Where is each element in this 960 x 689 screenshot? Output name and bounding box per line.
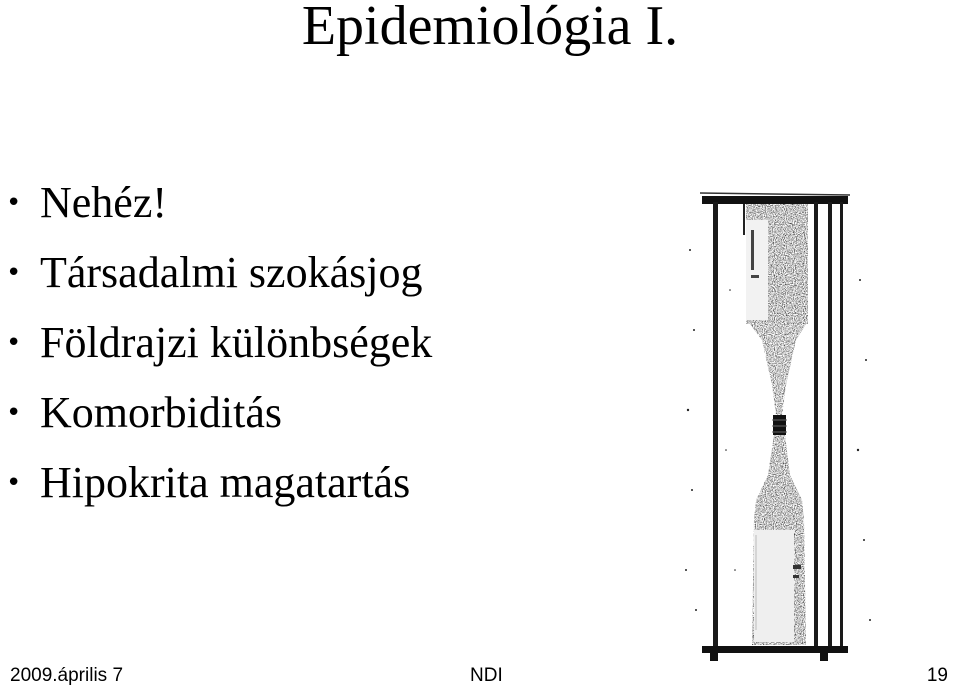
- page-number: 19: [926, 665, 948, 686]
- bullet-item: [0, 246, 432, 316]
- bullet-item: [0, 386, 432, 456]
- bullet-dot-icon: •: [6, 258, 22, 288]
- bullet-dot-icon: •: [6, 398, 22, 428]
- bullet-item: [0, 316, 432, 386]
- bullet-list: [0, 176, 432, 526]
- bullet-text: Nehéz!: [40, 178, 168, 227]
- slide-title: Epidemiológia I.: [301, 0, 679, 57]
- bullet-text: Hipokrita magatartás: [40, 458, 411, 507]
- bullet-dot-icon: •: [6, 188, 22, 218]
- bullet-text: Társadalmi szokásjog: [40, 248, 423, 297]
- bullet-text: Komorbiditás: [40, 388, 282, 437]
- bullet-item: [0, 176, 432, 246]
- footer-author: NDI: [470, 665, 503, 686]
- footer-date: 2009.április 7: [10, 665, 124, 686]
- bullet-item: [0, 456, 432, 526]
- hourglass-bottle-drawing-icon: [680, 190, 880, 670]
- bullet-text: Földrajzi különbségek: [40, 318, 433, 367]
- bullet-dot-icon: •: [6, 468, 22, 498]
- bullet-dot-icon: •: [6, 328, 22, 358]
